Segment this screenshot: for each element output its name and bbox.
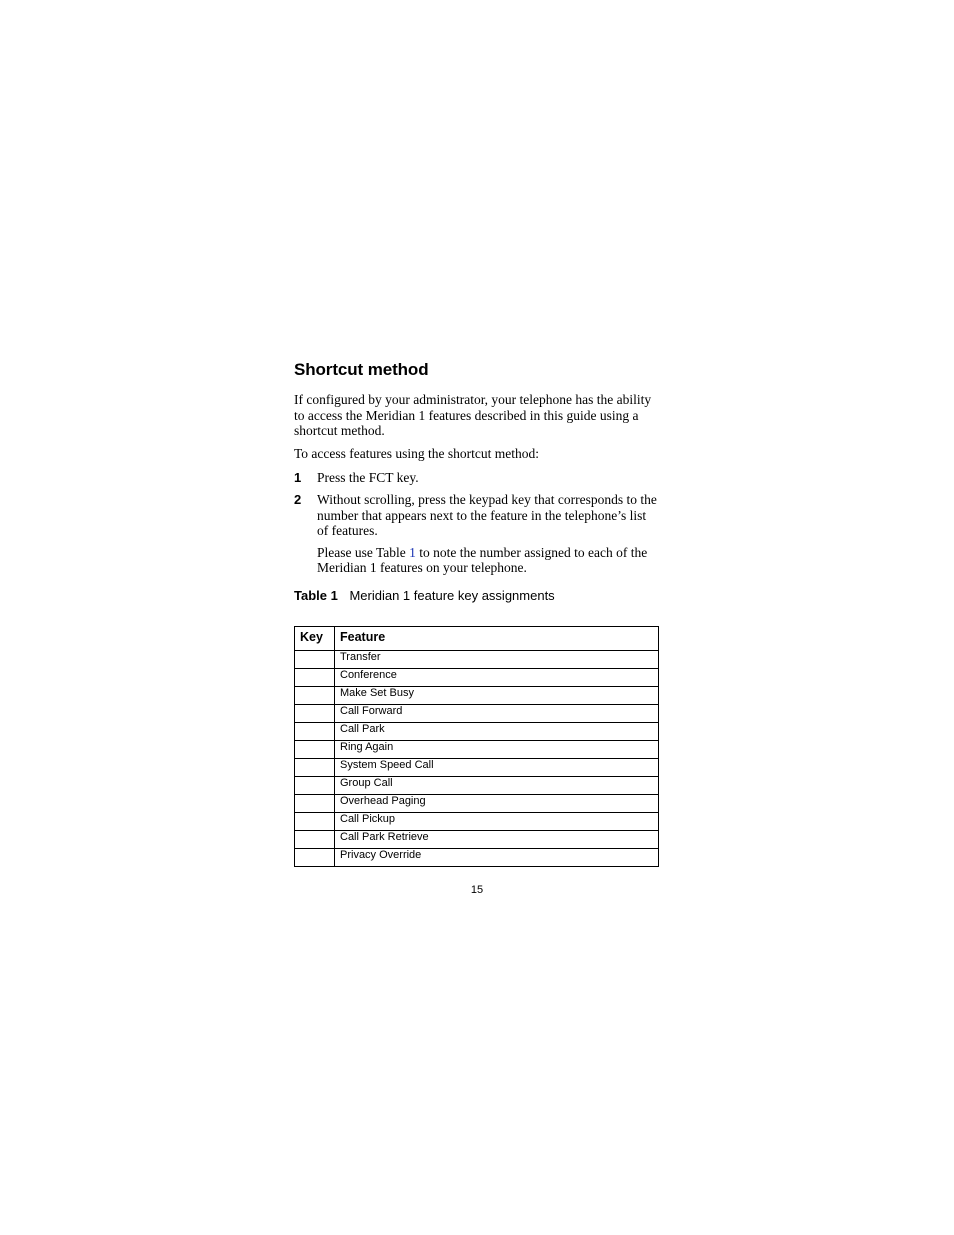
key-cell (295, 812, 335, 830)
table-row (295, 668, 659, 686)
table-header-row (295, 626, 659, 650)
table-row (295, 686, 659, 704)
feature-cell: Call Forward (335, 704, 659, 722)
intro-paragraph: If configured by your administrator, your telephone has the ability to access the Meridian 1 features described in this guide using a shortcut method. (294, 392, 652, 439)
feature-cell: Call Pickup (335, 812, 659, 830)
column-header-feature: Feature (335, 626, 659, 650)
feature-cell: Ring Again (335, 740, 659, 758)
key-cell (295, 686, 335, 704)
key-cell (295, 722, 335, 740)
key-cell (295, 776, 335, 794)
step-note (317, 545, 660, 576)
lead-in-paragraph: To access features using the shortcut method: (294, 445, 539, 461)
table-row (295, 830, 659, 848)
page-content (294, 360, 660, 867)
table-row (295, 794, 659, 812)
step-item (294, 492, 660, 539)
step-number: 1 (294, 470, 302, 486)
table-row (295, 722, 659, 740)
key-cell (295, 830, 335, 848)
feature-cell: Overhead Paging (335, 794, 659, 812)
step-number: 2 (294, 491, 302, 507)
table-caption-title: Meridian 1 feature key assignments (349, 587, 555, 603)
key-cell (295, 650, 335, 668)
table-caption (294, 588, 660, 604)
feature-cell: Transfer (335, 650, 659, 668)
feature-cell: Privacy Override (335, 848, 659, 866)
key-cell (295, 668, 335, 686)
feature-cell: Call Park Retrieve (335, 830, 659, 848)
note-text-before: Please use Table (317, 544, 410, 560)
table-caption-label: Table 1 (294, 587, 338, 603)
table-row (295, 740, 659, 758)
section-heading: Shortcut method (294, 360, 429, 379)
step-item (294, 470, 660, 486)
key-cell (295, 848, 335, 866)
table-row (295, 776, 659, 794)
key-cell (295, 740, 335, 758)
feature-cell: Conference (335, 668, 659, 686)
feature-cell: System Speed Call (335, 758, 659, 776)
steps-list (294, 470, 660, 538)
table-row (295, 812, 659, 830)
table-row (295, 650, 659, 668)
key-cell (295, 794, 335, 812)
feature-cell: Call Park (335, 722, 659, 740)
page-number: 15 (470, 884, 484, 896)
step-text: Press the FCT key. (317, 470, 419, 486)
column-header-key: Key (295, 626, 335, 650)
table-row (295, 758, 659, 776)
note-text-after: to note the number assigned to each of the Meridian 1 features on your telephone. (317, 544, 648, 576)
feature-key-table (294, 626, 659, 867)
table-reference-link[interactable]: 1 (409, 544, 416, 560)
feature-cell: Make Set Busy (335, 686, 659, 704)
key-cell (295, 758, 335, 776)
table-row (295, 848, 659, 866)
step-text: Without scrolling, press the keypad key that corresponds to the number that appears next to the feature in the telephone’s list of features. (317, 491, 657, 539)
key-cell (295, 704, 335, 722)
table-row (295, 704, 659, 722)
feature-cell: Group Call (335, 776, 659, 794)
